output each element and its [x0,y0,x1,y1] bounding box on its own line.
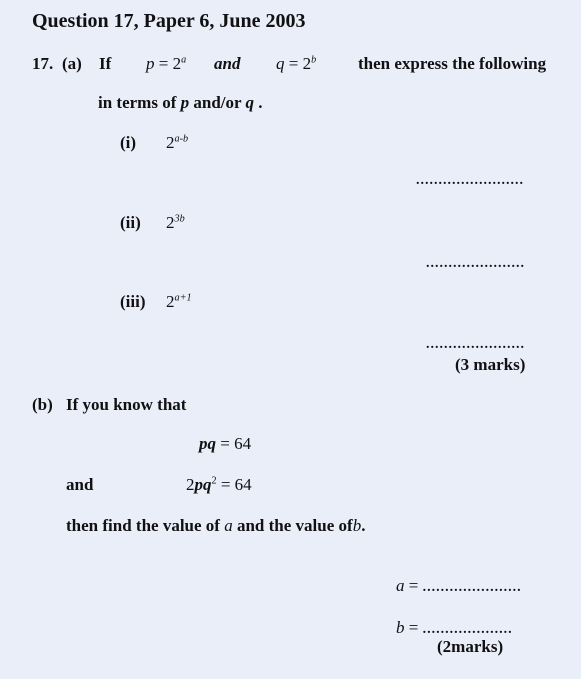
base: 2 [166,292,175,311]
exponent: a-b [174,133,189,145]
answer-line-i[interactable]: ........................ [416,173,524,188]
rhs: = 64 [220,434,252,453]
base: 2 [302,54,312,73]
rhs: = 64 [220,475,252,494]
item-label-i: (i) [120,133,137,152]
base: 2 [172,54,182,73]
var-pq: pq [199,434,216,453]
var-q: q [276,54,285,73]
period: . [361,516,366,535]
in-terms-mid: and/or [193,93,242,112]
base: 2 [166,213,175,232]
item-expression-ii [166,213,185,233]
equation-q [276,54,316,74]
exponent: a+1 [174,292,192,304]
item-label-iii: (iii) [120,292,146,311]
find-mid: and the value of [236,516,353,535]
period: . [258,93,263,112]
exponent: 3b [174,213,185,225]
equals-sign: = [158,54,169,73]
item-expression-i [166,133,188,153]
equals-sign: = [288,54,299,73]
equation-pq [199,434,251,454]
in-terms-prefix: in terms of [98,93,177,112]
if-text: If [99,54,112,73]
var-p: p [146,54,155,73]
then-express-text: then express the following [358,54,547,73]
var-pq: pq [194,475,212,494]
var-b: b [352,516,362,535]
exponent: a [181,54,187,66]
part-b-intro: If you know that [66,395,187,414]
answer-line-b[interactable]: .................... [422,622,513,637]
var-q: q [245,93,254,112]
marks-b: (2marks) [437,637,504,656]
coef: 2 [186,475,195,494]
answer-line-ii[interactable]: ...................... [426,256,525,271]
item-label-ii: (ii) [120,213,141,232]
equation-2pq2 [186,475,252,495]
find-line [66,516,365,536]
and-text-b: and [66,475,94,494]
answer-line-a[interactable]: ...................... [422,580,522,595]
find-text: then find the value of [66,516,220,535]
exponent: b [311,54,317,66]
var-a: a [224,516,233,535]
equals-sign: = [408,618,419,637]
question-number: 17. [32,54,54,73]
answer-b-row [396,618,513,638]
equals-sign: = [408,576,419,595]
in-terms-line [98,93,263,113]
answer-a-row [396,576,522,596]
exponent: 2 [211,475,217,487]
answer-line-iii[interactable]: ...................... [426,337,525,352]
var-p: p [180,93,190,112]
item-expression-iii [166,292,192,312]
base: 2 [166,133,175,152]
part-a-label: (a) [62,54,82,73]
part-b-label: (b) [32,395,53,414]
question-title: Question 17, Paper 6, June 2003 [32,10,306,32]
and-text: and [214,54,241,73]
var-a: a [396,576,405,595]
marks-a: (3 marks) [455,355,526,374]
var-b: b [396,618,405,637]
equation-p [146,54,186,74]
